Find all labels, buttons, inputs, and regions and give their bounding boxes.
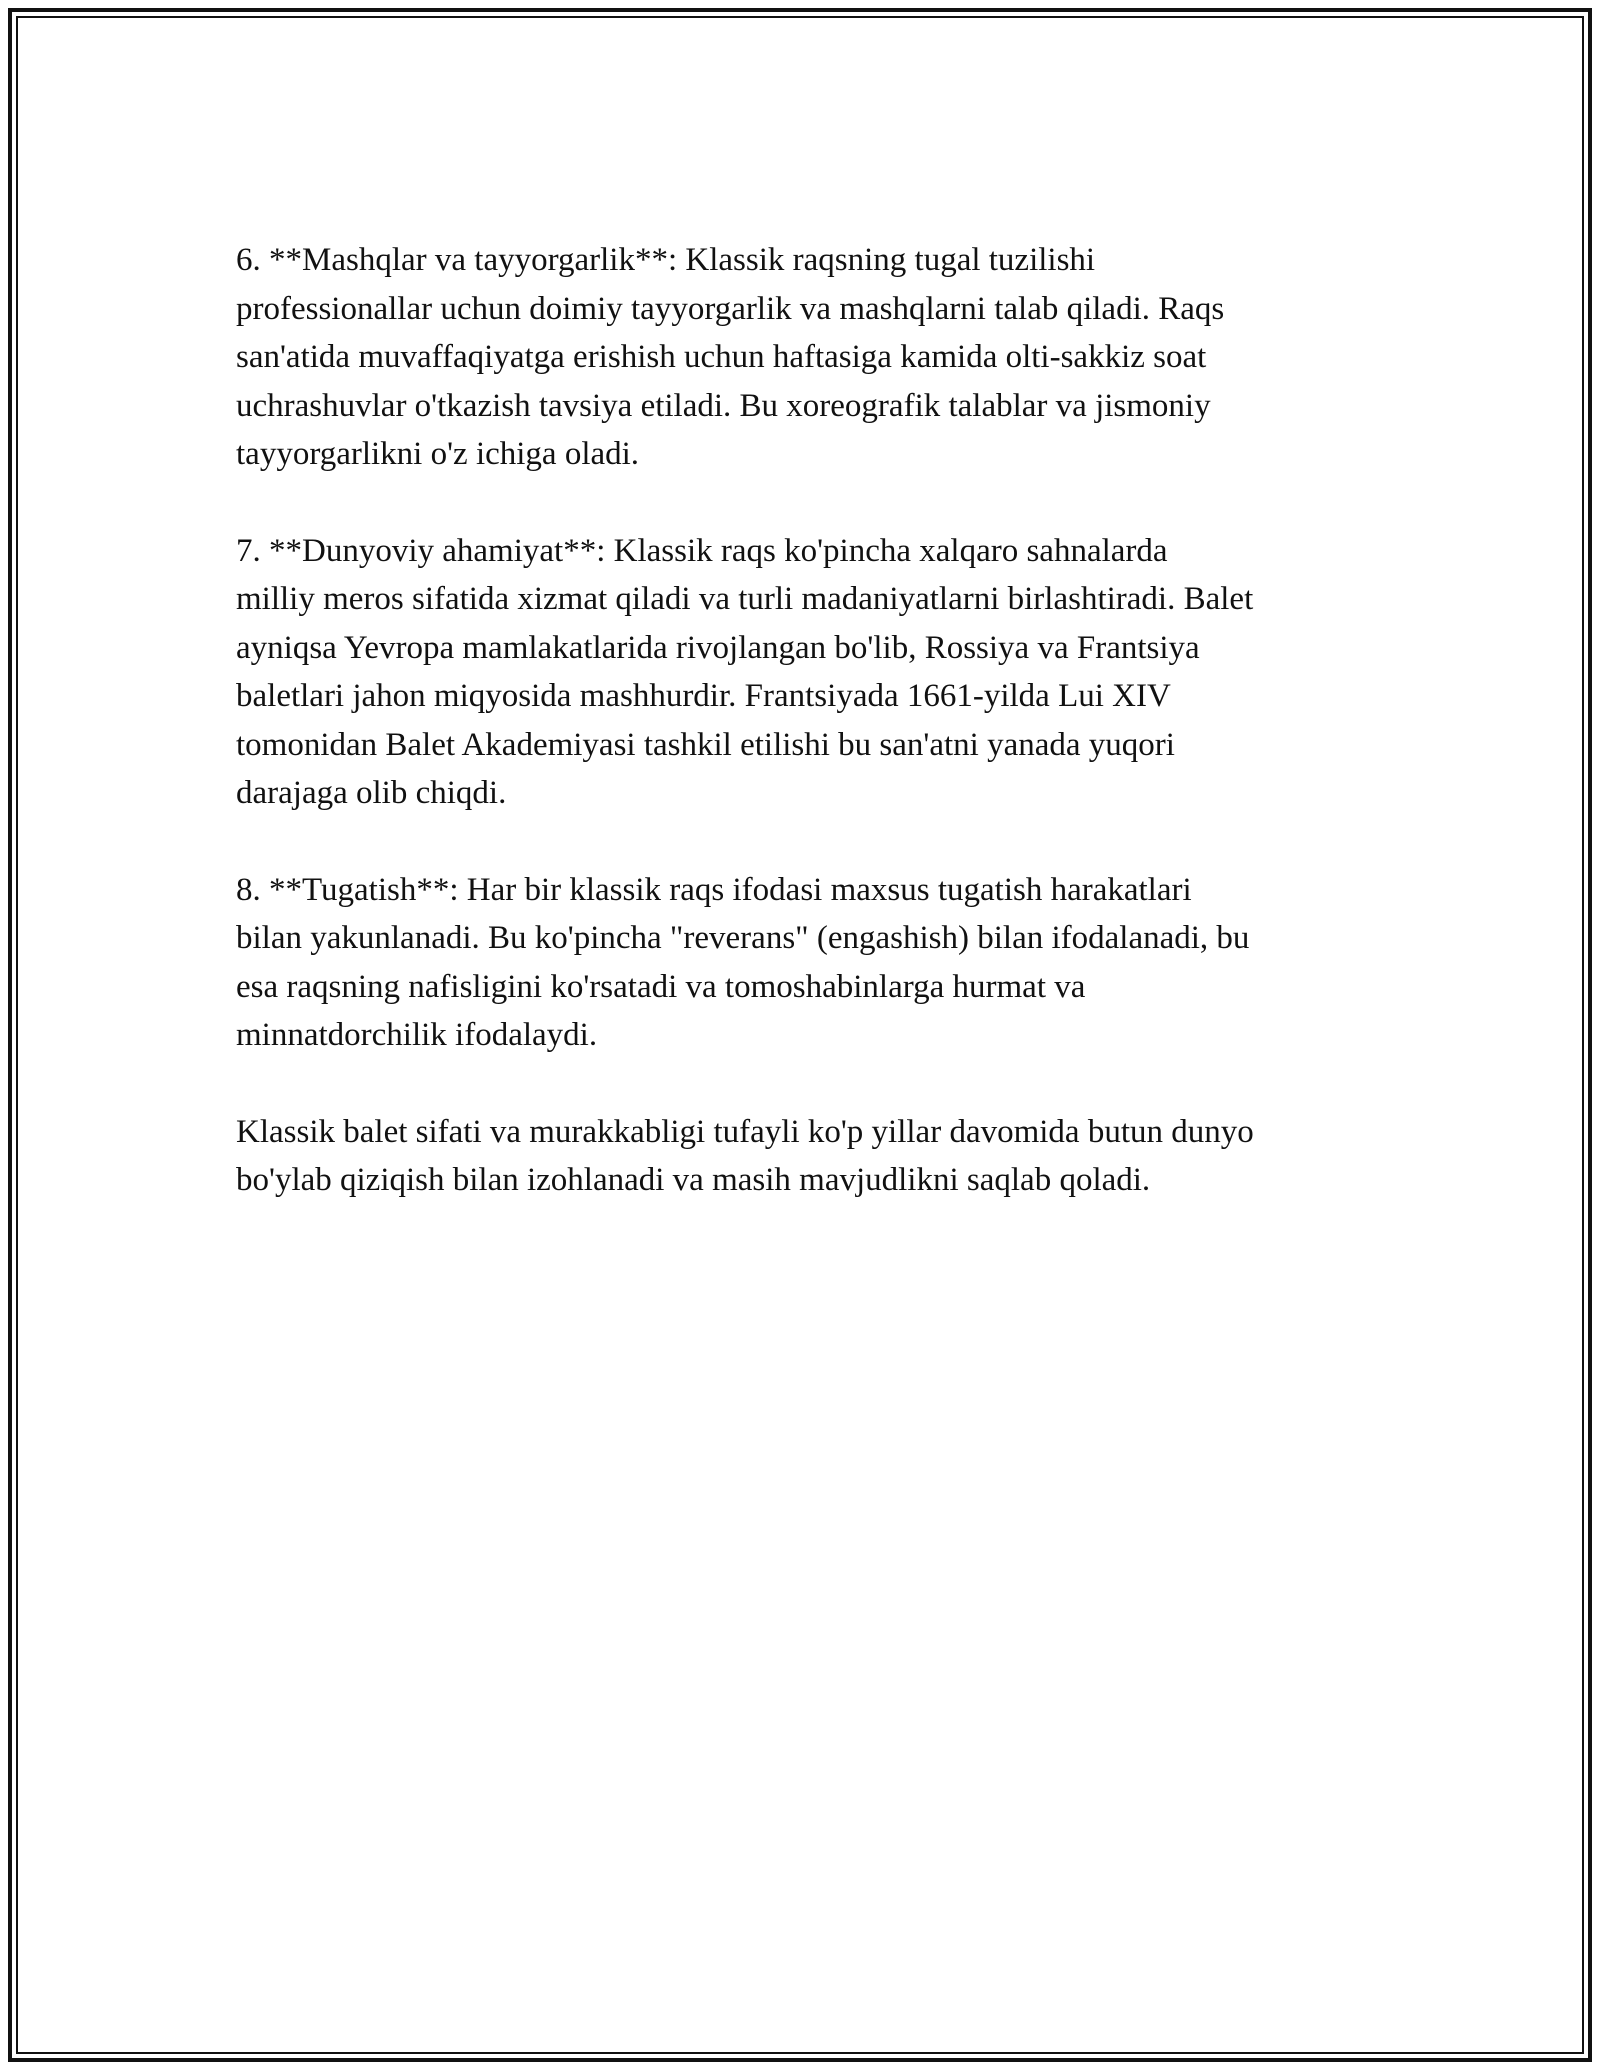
- paragraph-8-finishing: 8. **Tugatish**: Har bir klassik raqs ifodasi maxsus tugatish harakatlari bilan yakunlanadi. Bu ko'pincha "reverans" (engashish) bilan ifodalanadi, bu esa raqsning nafisligini ko'rsatadi va tomoshabinlarga hurmat va minnatdorchilik ifodalaydi.: [236, 871, 1250, 1053]
- paragraph-7-worldwide-significance: 7. **Dunyoviy ahamiyat**: Klassik raqs ko'pincha xalqaro sahnalarda milliy meros sifatida xizmat qiladi va turli madaniyatlarni birlashtiradi. Balet ayniqsa Yevropa mamlakatlarida rivojlangan bo'lib, Rossiya va Frantsiya baletlari jahon miqyosida mashhurdir. Frantsiyada 1661-yilda Lui XIV tomonidan Balet Akademiyasi tashkil etilishi bu san'atni yanada yuqori darajaga olib chiqdi.: [236, 532, 1254, 811]
- paragraph-conclusion: Klassik balet sifati va murakkabligi tufayli ko'p yillar davomida butun dunyo bo'ylab qiziqish bilan izohlanadi va masih mavjudlikni saqlab qoladi.: [236, 1113, 1254, 1198]
- document-body: [236, 236, 1376, 1253]
- paragraph-6-exercises: 6. **Mashqlar va tayyorgarlik**: Klassik raqsning tugal tuzilishi professionallar uchun doimiy tayyorgarlik va mashqlarni talab qiladi. Raqs san'atida muvaffaqiyatga erishish uchun haftasiga kamida olti-sakkiz soat uchrashuvlar o'tkazish tavsiya etiladi. Bu xoreografik talablar va jismoniy tayyorgarlikni o'z ichiga oladi.: [236, 242, 1225, 472]
